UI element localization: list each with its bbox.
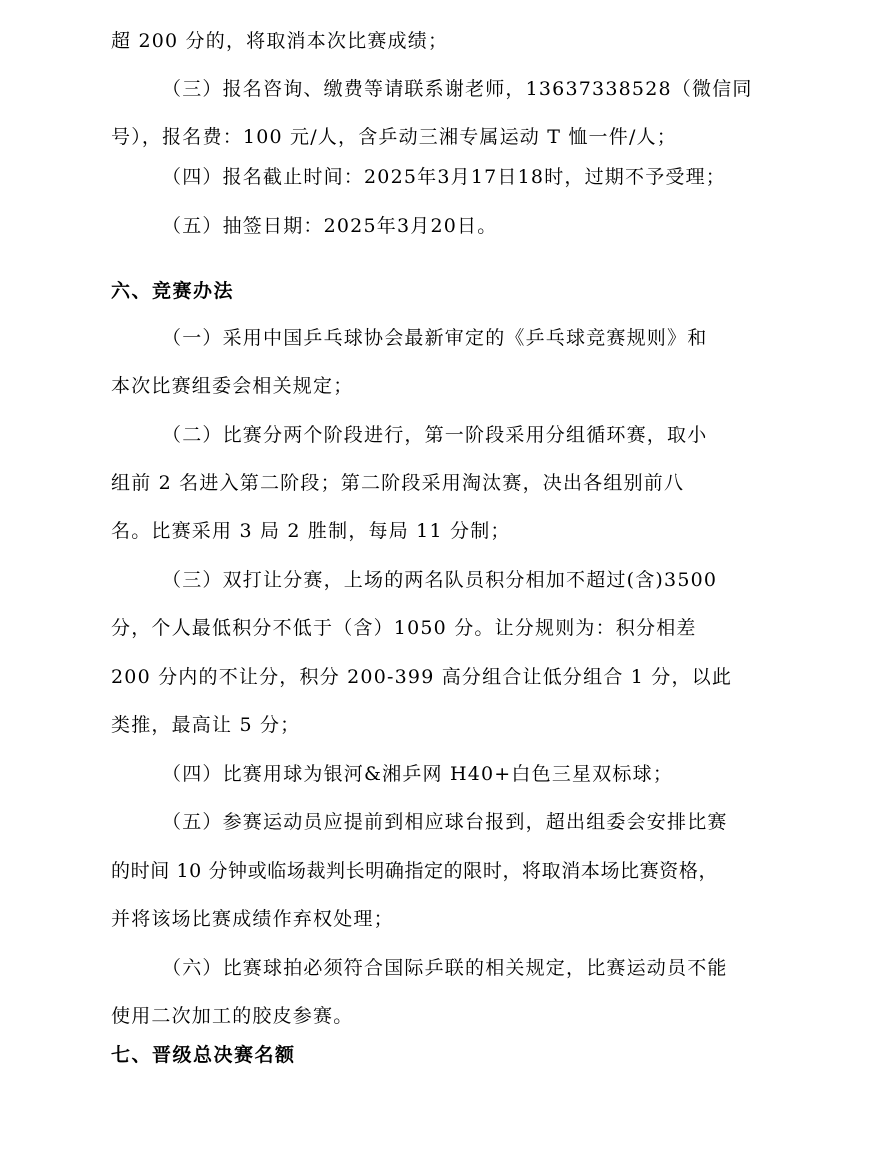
text-line-16: （四）比赛用球为银河&湘乒网 H40+白色三星双标球； (162, 763, 674, 785)
text-line-13: 分，个人最低积分不低于（含）1050 分。让分规则为：积分相差 (111, 617, 697, 639)
text-line-10: 组前 2 名进入第二阶段；第二阶段采用淘汰赛，决出各组别前八 (111, 472, 685, 494)
text-line-18: 的时间 10 分钟或临场裁判长明确指定的限时，将取消本场比赛资格， (111, 860, 719, 882)
section-heading-7: 七、晋级总决赛名额 (111, 1044, 296, 1066)
text-line-4: （四）报名截止时间：2025年3月17日18时，过期不予受理； (162, 166, 726, 188)
text-line-20: （六）比赛球拍必须符合国际乒联的相关规定，比赛运动员不能 (162, 957, 728, 979)
text-line-8: 本次比赛组委会相关规定； (111, 375, 354, 397)
text-line-12: （三）双打让分赛，上场的两名队员积分相加不超过(含)3500 (162, 569, 718, 591)
text-line-9: （二）比赛分两个阶段进行，第一阶段采用分组循环赛，取小 (162, 424, 708, 446)
text-line-3: 号），报名费：100 元/人，含乒动三湘专属运动 T 恤一件/人； (111, 126, 677, 148)
text-line-11: 名。比赛采用 3 局 2 胜制，每局 11 分制； (111, 520, 511, 542)
section-heading-6: 六、竞赛办法 (111, 280, 235, 302)
text-line-17: （五）参赛运动员应提前到相应球台报到，超出组委会安排比赛 (162, 811, 728, 833)
text-line-7: （一）采用中国乒乓球协会最新审定的《乒乓球竞赛规则》和 (162, 327, 708, 349)
text-line-15: 类推，最高让 5 分； (111, 714, 301, 736)
text-line-19: 并将该场比赛成绩作弃权处理； (111, 908, 394, 930)
text-line-5: （五）抽签日期：2025年3月20日。 (162, 215, 498, 237)
text-line-21: 使用二次加工的胶皮参赛。 (111, 1005, 354, 1027)
text-line-2: （三）报名咨询、缴费等请联系谢老师，13637338528（微信同 (162, 78, 753, 100)
text-line-1: 超 200 分的，将取消本次比赛成绩； (111, 30, 449, 52)
text-line-14: 200 分内的不让分，积分 200-399 高分组合让低分组合 1 分，以此 (111, 666, 733, 688)
